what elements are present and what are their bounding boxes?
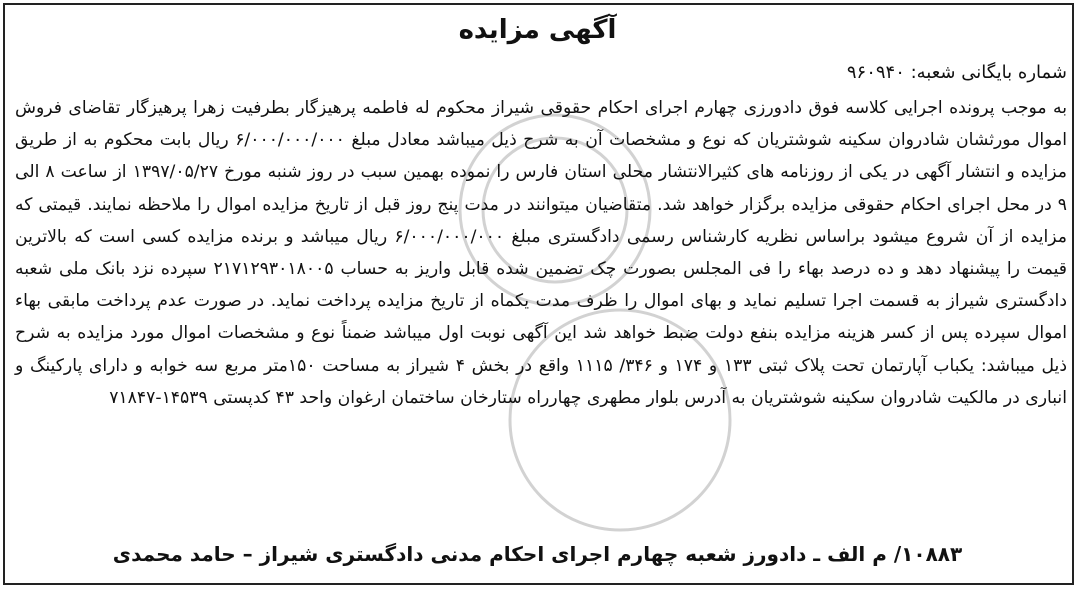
- notice-title: آگهی مزایده: [458, 15, 617, 45]
- notice-body: به موجب پرونده اجرایی کلاسه فوق دادورزی چهارم اجرای احکام حقوقی شیراز محکوم له فاطمه پرهیزگار بطرفیت زهرا پرهیزگار تقاضای فروش اموال مورثشان شادروان سکینه شوشتریان که نوع و مشخصات آن به شرح ذیل میباشد معادل مبلغ ۶/۰۰۰/۰۰۰/۰۰۰ ریال بابت محکوم به از طریق مزایده و انتشار آگهی در یکی از روزنامه های کثیرالانتشار محلی استان فارس را نموده بهمین سبب در روز شنبه مورخ ۱۳۹۷/۰۵/۲۷ از ساعت ۸ الی ۹ در محل اجرای احکام حقوقی مزایده برگزار خواهد شد. متقاضیان میتوانند در مدت پنج روز قبل از تاریخ مزایده اموال را ملاحظه نمایند. قیمتی که مزایده از آن شروع میشود براساس نظریه کارشناس رسمی دادگستری مبلغ ۶/۰۰۰/۰۰۰/۰۰۰ ریال میباشد و برنده مزایده کسی است که بالاترین قیمت را پیشنهاد دهد و ده درصد بهاء را فی المجلس بصورت چک تضمین شده قابل واریز به حساب ۲۱۷۱۲۹۳۰۱۸۰۰۵ سپرده نزد بانک ملی شعبه دادگستری شیراز به قسمت اجرا تسلیم نماید و بهای اموال را ظرف مدت یکماه از تاریخ مزایده پرداخت نماید. در صورت عدم پرداخت مابقی بهاء اموال سپرده پس از کسر هزینه مزایده بنفع دولت ضبط خواهد شد این آگهی نوبت اول میباشد ضمناً نوع و مشخصات اموال مورد مزایده به شرح ذیل میباشد: یکباب آپارتمان تحت پلاک ثبتی ۱۳۳ و ۱۷۴ و ۳۴۶/ ۱۱۱۵ واقع در بخش ۴ شیراز به مساحت ۱۵۰متر مربع سه خوابه و دارای پارکینگ و انباری در مالکیت شادروان سکینه شوشتریان به آدرس بلوار مطهری چهارراه ستارخان ساختمان ارغوان واحد ۴۳ کدپستی ۱۴۵۳۹-۷۱۸۴۷: [15, 98, 1067, 408]
- archive-number: شماره بایگانی شعبه: ۹۶۰۹۴۰: [846, 62, 1067, 83]
- notice-footer-signature: ۱۰۸۸۳/ م الف ـ دادورز شعبه چهارم اجرای احکام مدنی دادگستری شیراز – حامد محمدی: [112, 542, 963, 566]
